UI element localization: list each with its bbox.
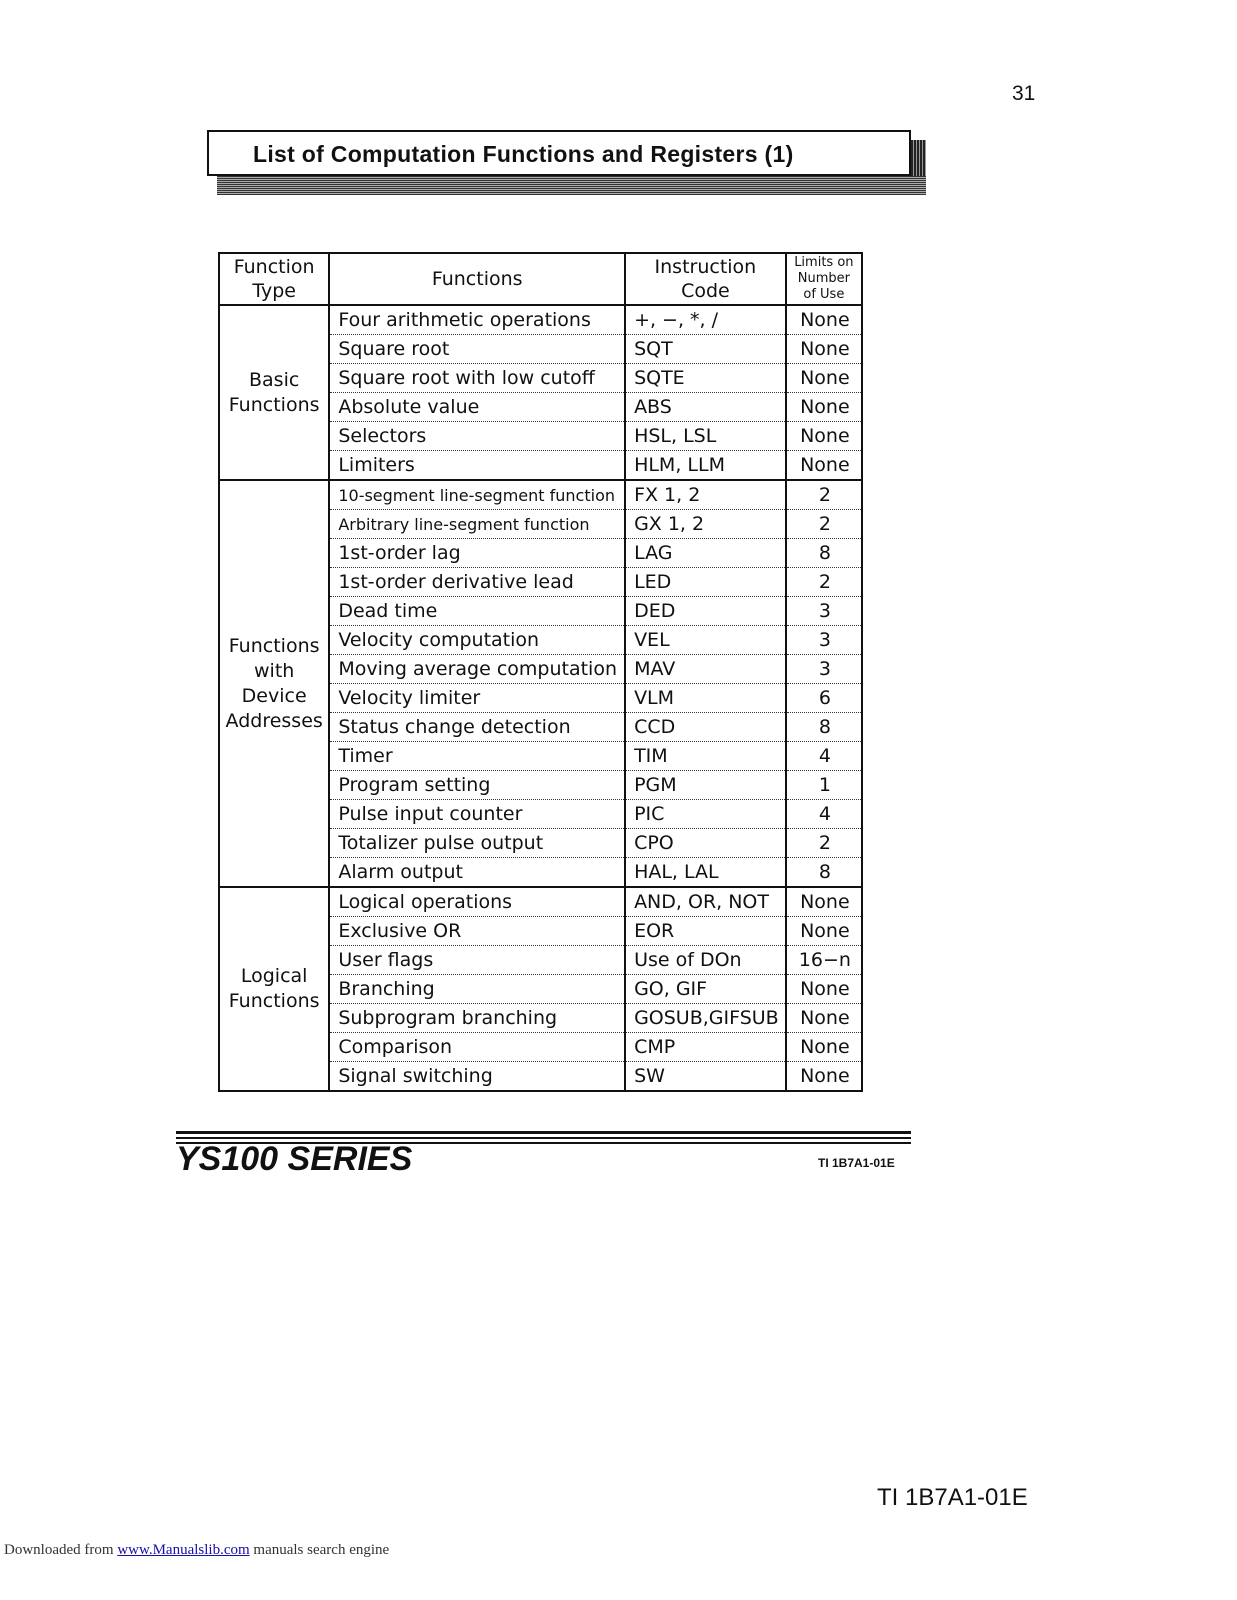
- limit-cell: None: [786, 887, 862, 917]
- functions-table: [218, 252, 863, 1092]
- function-name-cell: Arbitrary line-segment function: [329, 510, 625, 539]
- limit-cell: 2: [786, 829, 862, 858]
- limit-cell: 2: [786, 510, 862, 539]
- doc-code-large: TI 1B7A1-01E: [877, 1484, 1028, 1511]
- limit-cell: 16−n: [786, 946, 862, 975]
- page-number: 31: [1012, 82, 1036, 105]
- function-type-cell: Basic Functions: [219, 305, 329, 480]
- limit-cell: None: [786, 393, 862, 422]
- limit-cell: None: [786, 975, 862, 1004]
- function-name-cell: Status change detection: [329, 713, 625, 742]
- table-body: [219, 305, 862, 1091]
- instruction-code-cell: CPO: [625, 829, 786, 858]
- table-row: [219, 305, 862, 335]
- footer-rule: [176, 1131, 911, 1134]
- limit-cell: 8: [786, 713, 862, 742]
- limit-cell: None: [786, 305, 862, 335]
- limit-cell: 2: [786, 480, 862, 510]
- function-name-cell: Subprogram branching: [329, 1004, 625, 1033]
- limit-cell: None: [786, 364, 862, 393]
- instruction-code-cell: ABS: [625, 393, 786, 422]
- function-name-cell: Timer: [329, 742, 625, 771]
- instruction-code-cell: FX 1, 2: [625, 480, 786, 510]
- download-prefix: Downloaded from: [4, 1542, 118, 1558]
- instruction-code-cell: PIC: [625, 800, 786, 829]
- instruction-code-cell: HSL, LSL: [625, 422, 786, 451]
- download-line: [4, 1542, 389, 1559]
- table-row: [219, 887, 862, 917]
- limit-cell: None: [786, 1033, 862, 1062]
- manualslib-link[interactable]: www.Manualslib.com: [117, 1542, 250, 1558]
- header-instruction-code: Instruction Code: [625, 253, 786, 305]
- download-suffix: manuals search engine: [249, 1542, 390, 1558]
- instruction-code-cell: TIM: [625, 742, 786, 771]
- table-row: [219, 480, 862, 510]
- function-name-cell: Selectors: [329, 422, 625, 451]
- instruction-code-cell: GOSUB,GIFSUB: [625, 1004, 786, 1033]
- function-name-cell: Pulse input counter: [329, 800, 625, 829]
- function-name-cell: Dead time: [329, 597, 625, 626]
- function-name-cell: Program setting: [329, 771, 625, 800]
- instruction-code-cell: Use of DOn: [625, 946, 786, 975]
- instruction-code-cell: LAG: [625, 539, 786, 568]
- instruction-code-cell: AND, OR, NOT: [625, 887, 786, 917]
- limit-cell: 3: [786, 655, 862, 684]
- function-name-cell: Limiters: [329, 451, 625, 481]
- limit-cell: None: [786, 917, 862, 946]
- instruction-code-cell: DED: [625, 597, 786, 626]
- table-header-row: [219, 253, 862, 305]
- limit-cell: None: [786, 1004, 862, 1033]
- limit-cell: 2: [786, 568, 862, 597]
- limit-cell: None: [786, 451, 862, 481]
- title-box: [207, 130, 911, 176]
- limit-cell: 4: [786, 800, 862, 829]
- instruction-code-cell: EOR: [625, 917, 786, 946]
- function-name-cell: Square root with low cutoff: [329, 364, 625, 393]
- function-name-cell: Moving average computation: [329, 655, 625, 684]
- instruction-code-cell: GO, GIF: [625, 975, 786, 1004]
- instruction-code-cell: HLM, LLM: [625, 451, 786, 481]
- function-name-cell: Totalizer pulse output: [329, 829, 625, 858]
- page-title: List of Computation Functions and Registers (1): [253, 141, 794, 167]
- instruction-code-cell: VLM: [625, 684, 786, 713]
- limit-cell: None: [786, 335, 862, 364]
- instruction-code-cell: GX 1, 2: [625, 510, 786, 539]
- doc-code-small: TI 1B7A1-01E: [818, 1156, 895, 1170]
- limit-cell: 1: [786, 771, 862, 800]
- function-type-cell: Functions with Device Addresses: [219, 480, 329, 887]
- function-name-cell: Square root: [329, 335, 625, 364]
- function-name-cell: 1st-order lag: [329, 539, 625, 568]
- header-functions: Functions: [329, 253, 625, 305]
- function-type-cell: Logical Functions: [219, 887, 329, 1091]
- limit-cell: None: [786, 422, 862, 451]
- limit-cell: 6: [786, 684, 862, 713]
- limit-cell: 3: [786, 626, 862, 655]
- header-function-type: Function Type: [219, 253, 329, 305]
- instruction-code-cell: CCD: [625, 713, 786, 742]
- title-shadow-bottom: [217, 176, 926, 195]
- instruction-code-cell: +, −, *, /: [625, 305, 786, 335]
- series-name: YS100 SERIES: [176, 1140, 413, 1178]
- function-name-cell: 10-segment line-segment function: [329, 480, 625, 510]
- instruction-code-cell: VEL: [625, 626, 786, 655]
- limit-cell: 3: [786, 597, 862, 626]
- header-limits: Limits on Number of Use: [786, 253, 862, 305]
- function-name-cell: Four arithmetic operations: [329, 305, 625, 335]
- footer-rule: [176, 1137, 911, 1139]
- instruction-code-cell: SQT: [625, 335, 786, 364]
- function-name-cell: Exclusive OR: [329, 917, 625, 946]
- function-name-cell: User flags: [329, 946, 625, 975]
- instruction-code-cell: LED: [625, 568, 786, 597]
- function-name-cell: 1st-order derivative lead: [329, 568, 625, 597]
- function-name-cell: Branching: [329, 975, 625, 1004]
- instruction-code-cell: HAL, LAL: [625, 858, 786, 888]
- function-name-cell: Logical operations: [329, 887, 625, 917]
- limit-cell: None: [786, 1062, 862, 1092]
- function-name-cell: Velocity limiter: [329, 684, 625, 713]
- instruction-code-cell: SQTE: [625, 364, 786, 393]
- limit-cell: 4: [786, 742, 862, 771]
- function-name-cell: Comparison: [329, 1033, 625, 1062]
- limit-cell: 8: [786, 858, 862, 888]
- function-name-cell: Signal switching: [329, 1062, 625, 1092]
- instruction-code-cell: SW: [625, 1062, 786, 1092]
- function-name-cell: Velocity computation: [329, 626, 625, 655]
- instruction-code-cell: MAV: [625, 655, 786, 684]
- instruction-code-cell: PGM: [625, 771, 786, 800]
- instruction-code-cell: CMP: [625, 1033, 786, 1062]
- function-name-cell: Alarm output: [329, 858, 625, 888]
- limit-cell: 8: [786, 539, 862, 568]
- function-name-cell: Absolute value: [329, 393, 625, 422]
